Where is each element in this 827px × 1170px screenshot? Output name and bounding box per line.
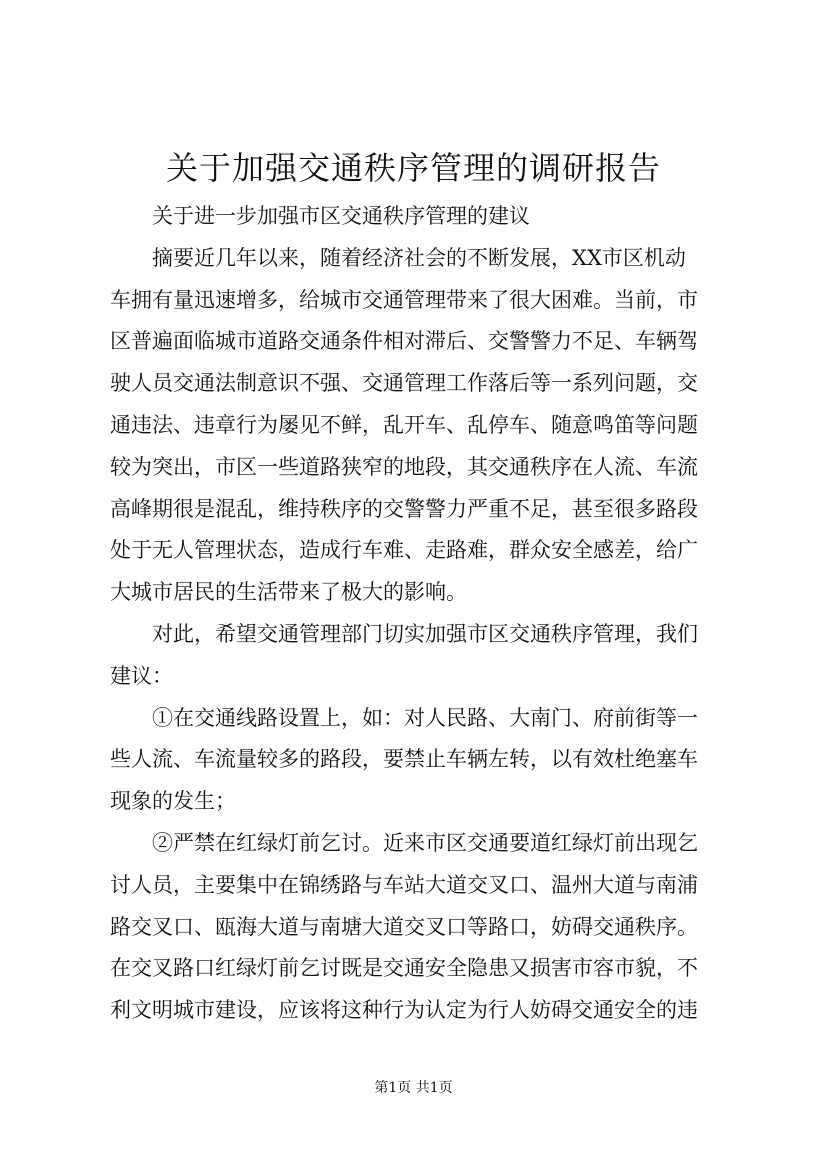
body-line: 路交叉口、瓯海大道与南塘大道交叉口等路口，妨碍交通秩序。: [110, 914, 698, 939]
body-line: 建议：: [110, 663, 173, 688]
body-line: 讨人员，主要集中在锦绣路与车站大道交叉口、温州大道与南浦: [110, 872, 698, 897]
body-line: 在交叉路口红绿灯前乞讨既是交通安全隐患又损害市容市貌，不: [110, 956, 698, 981]
body-line: 处于无人管理状态，造成行车难、走路难，群众安全感差，给广: [110, 538, 698, 563]
body-line: 高峰期很是混乱，维持秩序的交警警力严重不足，甚至很多路段: [110, 496, 698, 521]
body-line: 区普遍面临城市道路交通条件相对滞后、交警警力不足、车辆驾: [110, 329, 698, 354]
body-line: 现象的发生；: [110, 789, 236, 814]
document-title: 关于加强交通秩序管理的调研报告: [165, 149, 661, 187]
page-footer: 第1页 共1页: [374, 1080, 453, 1096]
body-line: 通违法、违章行为屡见不鲜，乱开车、乱停车、随意鸣笛等问题: [110, 412, 698, 437]
body-line: 大城市居民的生活带来了极大的影响。: [110, 580, 467, 605]
body-line: ②严禁在红绿灯前乞讨。近来市区交通要道红绿灯前出现乞: [152, 830, 698, 855]
document-body: [110, 196, 740, 1032]
body-line: 车拥有量迅速增多，给城市交通管理带来了很大困难。当前，市: [110, 287, 698, 312]
body-line: 关于进一步加强市区交通秩序管理的建议: [152, 204, 530, 228]
body-line: 利文明城市建设，应该将这种行为认定为行人妨碍交通安全的违: [110, 998, 698, 1023]
body-line: 对此，希望交通管理部门切实加强市区交通秩序管理，我们: [152, 621, 698, 646]
body-line: 较为突出，市区一些道路狭窄的地段，其交通秩序在人流、车流: [110, 454, 698, 479]
body-line: 驶人员交通法制意识不强、交通管理工作落后等一系列问题，交: [110, 371, 698, 396]
body-line: 些人流、车流量较多的路段，要禁止车辆左转，以有效杜绝塞车: [110, 747, 698, 772]
body-line: 摘要近几年以来，随着经济社会的不断发展，XX市区机动: [152, 245, 686, 270]
body-line: ①在交通线路设置上，如：对人民路、大南门、府前街等一: [152, 705, 698, 730]
